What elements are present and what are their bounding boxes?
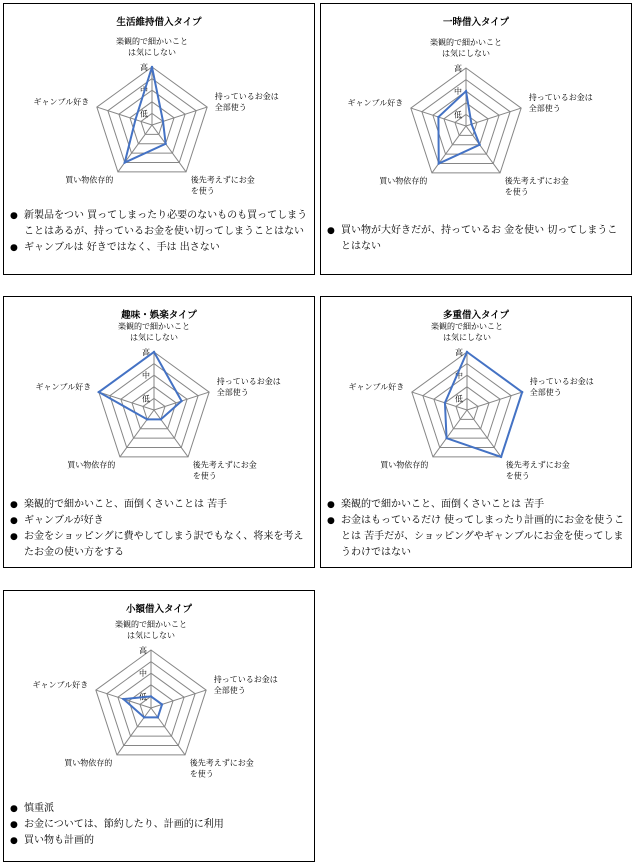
axis-label [67,459,115,469]
axis-label-line: ギャンブル好き [348,382,405,392]
level-label: 低 [455,394,463,404]
series-point [437,116,439,118]
axis-label-line: は気にしない [128,48,176,57]
axis-label-line: 持っているお金は [213,675,278,685]
series-point [134,118,136,120]
series-point [466,351,468,353]
bullet-list [327,497,625,561]
axis-label-line: 後先考えずにお金 [190,175,255,185]
axis-label-line: を使う [190,186,215,196]
bullet-list [10,801,308,849]
series-point [500,456,502,458]
bullet-item: ● お金をショッピングに費やしてしまう訳でもなく、将来を考えたお金の使い方をする [10,529,308,561]
panel-title: 一時借入タイプ [442,17,510,28]
level-label: 低 [454,110,462,120]
panel-title: 生活維持借入タイプ [116,17,202,28]
axis-label-line: を使う [192,471,217,481]
series-point [161,703,163,705]
axis-label [193,459,257,480]
axis-label-line: を使う [505,471,530,481]
panel-title: 趣味・娯楽タイプ [121,310,197,321]
panel-title: 多重借入タイプ [442,310,510,321]
axis-label-line: 楽観的で細かいこと [118,322,190,331]
axis-label-line: 買い物依存的 [379,176,428,186]
bullet-list [10,497,308,561]
bullet-list [327,223,625,255]
axis-label-line: 後先考えずにお金 [189,758,254,768]
axis-label [115,619,187,640]
series-point [146,418,148,420]
axis-label-line: ギャンブル好き [347,98,404,108]
level-label: 中 [140,86,148,96]
bullet-item: ● 買い物が大好きだが、持っているお 金を使い 切ってしまうことはない [327,223,625,255]
axis-label [64,757,112,767]
series-point [445,437,447,439]
axis-label [191,174,255,195]
panel-tajuu [320,296,632,568]
series-point [98,391,100,393]
axis-label-line: は気にしない [443,333,491,342]
axis-label [34,97,90,107]
bullet-item: ● ギャンブルが好き [10,513,308,529]
bullet-item: ● お金はもっているだけ 使ってしまったり計画的にお金を使うことは 苦手だが、ショッピングやギャンブルにお金を使ってしまうわけではない [327,513,625,561]
bullet-item: ● 慎重派 [10,801,308,817]
axis-label-line: 買い物依存的 [64,758,113,768]
level-label: 中 [142,371,150,381]
series-point [470,123,472,125]
axis-label [215,91,279,112]
axis-label-line: を使う [189,769,214,779]
radar-chart [4,297,314,497]
series-point [153,351,155,353]
radar-chart [321,297,631,497]
series-point [150,695,152,697]
axis-label-line: は気にしない [442,49,490,58]
axis-label-line: 全部使う [529,388,562,398]
axis-label-line: ギャンブル好き [32,680,89,690]
bullet-item: ● 楽観的で細かいこと、面倒くさいことは 苦手 [327,497,625,513]
axis-label-line: 持っているお金は [528,93,593,103]
axis-label-line: 全部使う [214,103,247,113]
series-point [157,716,159,718]
level-label: 高 [139,646,147,655]
series-point [465,90,467,92]
level-label: 高 [455,348,463,357]
series-point [122,698,124,700]
axis-label-line: 全部使う [213,686,246,696]
axis-label-line: 楽観的で細かいこと [431,322,503,331]
bullet-item: ● 楽観的で細かいこと、面倒くさいことは 苦手 [10,497,308,513]
radar-chart [321,4,631,214]
panel-title: 小額借入タイプ [125,604,193,615]
series-point [124,161,126,163]
panel-ichiji [320,3,632,275]
level-label: 高 [140,63,148,72]
axis-label [349,382,405,392]
panel-seikatsu-iji [3,3,315,275]
level-label: 高 [454,64,462,73]
axis-label-line: 買い物依存的 [67,460,116,470]
axis-label [118,321,190,342]
level-label: 中 [455,371,463,381]
level-label: 中 [139,669,147,679]
axis-label [116,36,188,57]
axis-label-line: ギャンブル好き [35,382,92,392]
axis-label [379,175,427,185]
series-point [160,418,162,420]
panel-shumi-goraku [3,296,315,568]
bullet-item: ● ギャンブルは 好きではなく、手は 出さない [10,240,308,256]
axis-label [505,175,569,196]
bullet-item: ● 買い物も計画的 [10,833,308,849]
axis-label [529,92,593,113]
bullet-item: ● 新製品をつい 買ってしまったり必要のないものも買ってしまうことはあるが、持っているお金を使い切ってしまうことはない [10,208,308,240]
bullet-item: ● お金については、節約したり、計画的に利用 [10,817,308,833]
level-label: 高 [142,348,150,357]
axis-label-line: 後先考えずにお金 [504,176,569,186]
level-label: 低 [142,394,150,404]
axis-label-line: 楽観的で細かいこと [115,620,187,629]
axis-label-line: 買い物依存的 [65,175,114,185]
axis-label-line: 後先考えずにお金 [192,460,257,470]
series-point [164,143,166,145]
axis-label [33,680,89,690]
axis-label [65,174,113,184]
panel-shougaku [3,590,315,862]
axis-label-line: 後先考えずにお金 [505,460,570,470]
axis-label [190,757,254,778]
series-point [162,120,164,122]
axis-label-line: 持っているお金は [216,377,281,387]
series-point [438,162,440,164]
axis-label [506,459,570,480]
axis-label-line: 全部使う [528,104,561,114]
series-point [444,402,446,404]
level-label: 中 [454,87,462,97]
series-point [151,66,153,68]
level-label: 低 [140,109,148,119]
axis-label-line: 楽観的で細かいこと [116,37,188,46]
axis-label-line: 持っているお金は [529,377,594,387]
axis-label [36,382,92,392]
level-label: 低 [139,692,147,702]
axis-label [380,459,428,469]
bullet-list [10,208,308,256]
axis-label-line: ギャンブル好き [33,97,90,107]
series-point [143,716,145,718]
axis-label-line: 全部使う [216,388,249,398]
radar-chart [4,591,314,791]
axis-label-line: を使う [504,187,529,197]
axis-label-line: 楽観的で細かいこと [430,38,502,47]
series-point [521,391,523,393]
axis-label-line: 持っているお金は [214,92,279,102]
axis-label [348,98,404,108]
axis-label [214,674,278,695]
series-point [180,400,182,402]
axis-label-line: 買い物依存的 [380,460,429,470]
axis-label [431,321,503,342]
axis-label [430,37,502,58]
axis-label [530,376,594,397]
axis-label-line: は気にしない [130,333,178,342]
radar-chart [4,4,314,204]
series-point [478,144,480,146]
axis-label-line: は気にしない [127,631,175,640]
axis-label [217,376,281,397]
